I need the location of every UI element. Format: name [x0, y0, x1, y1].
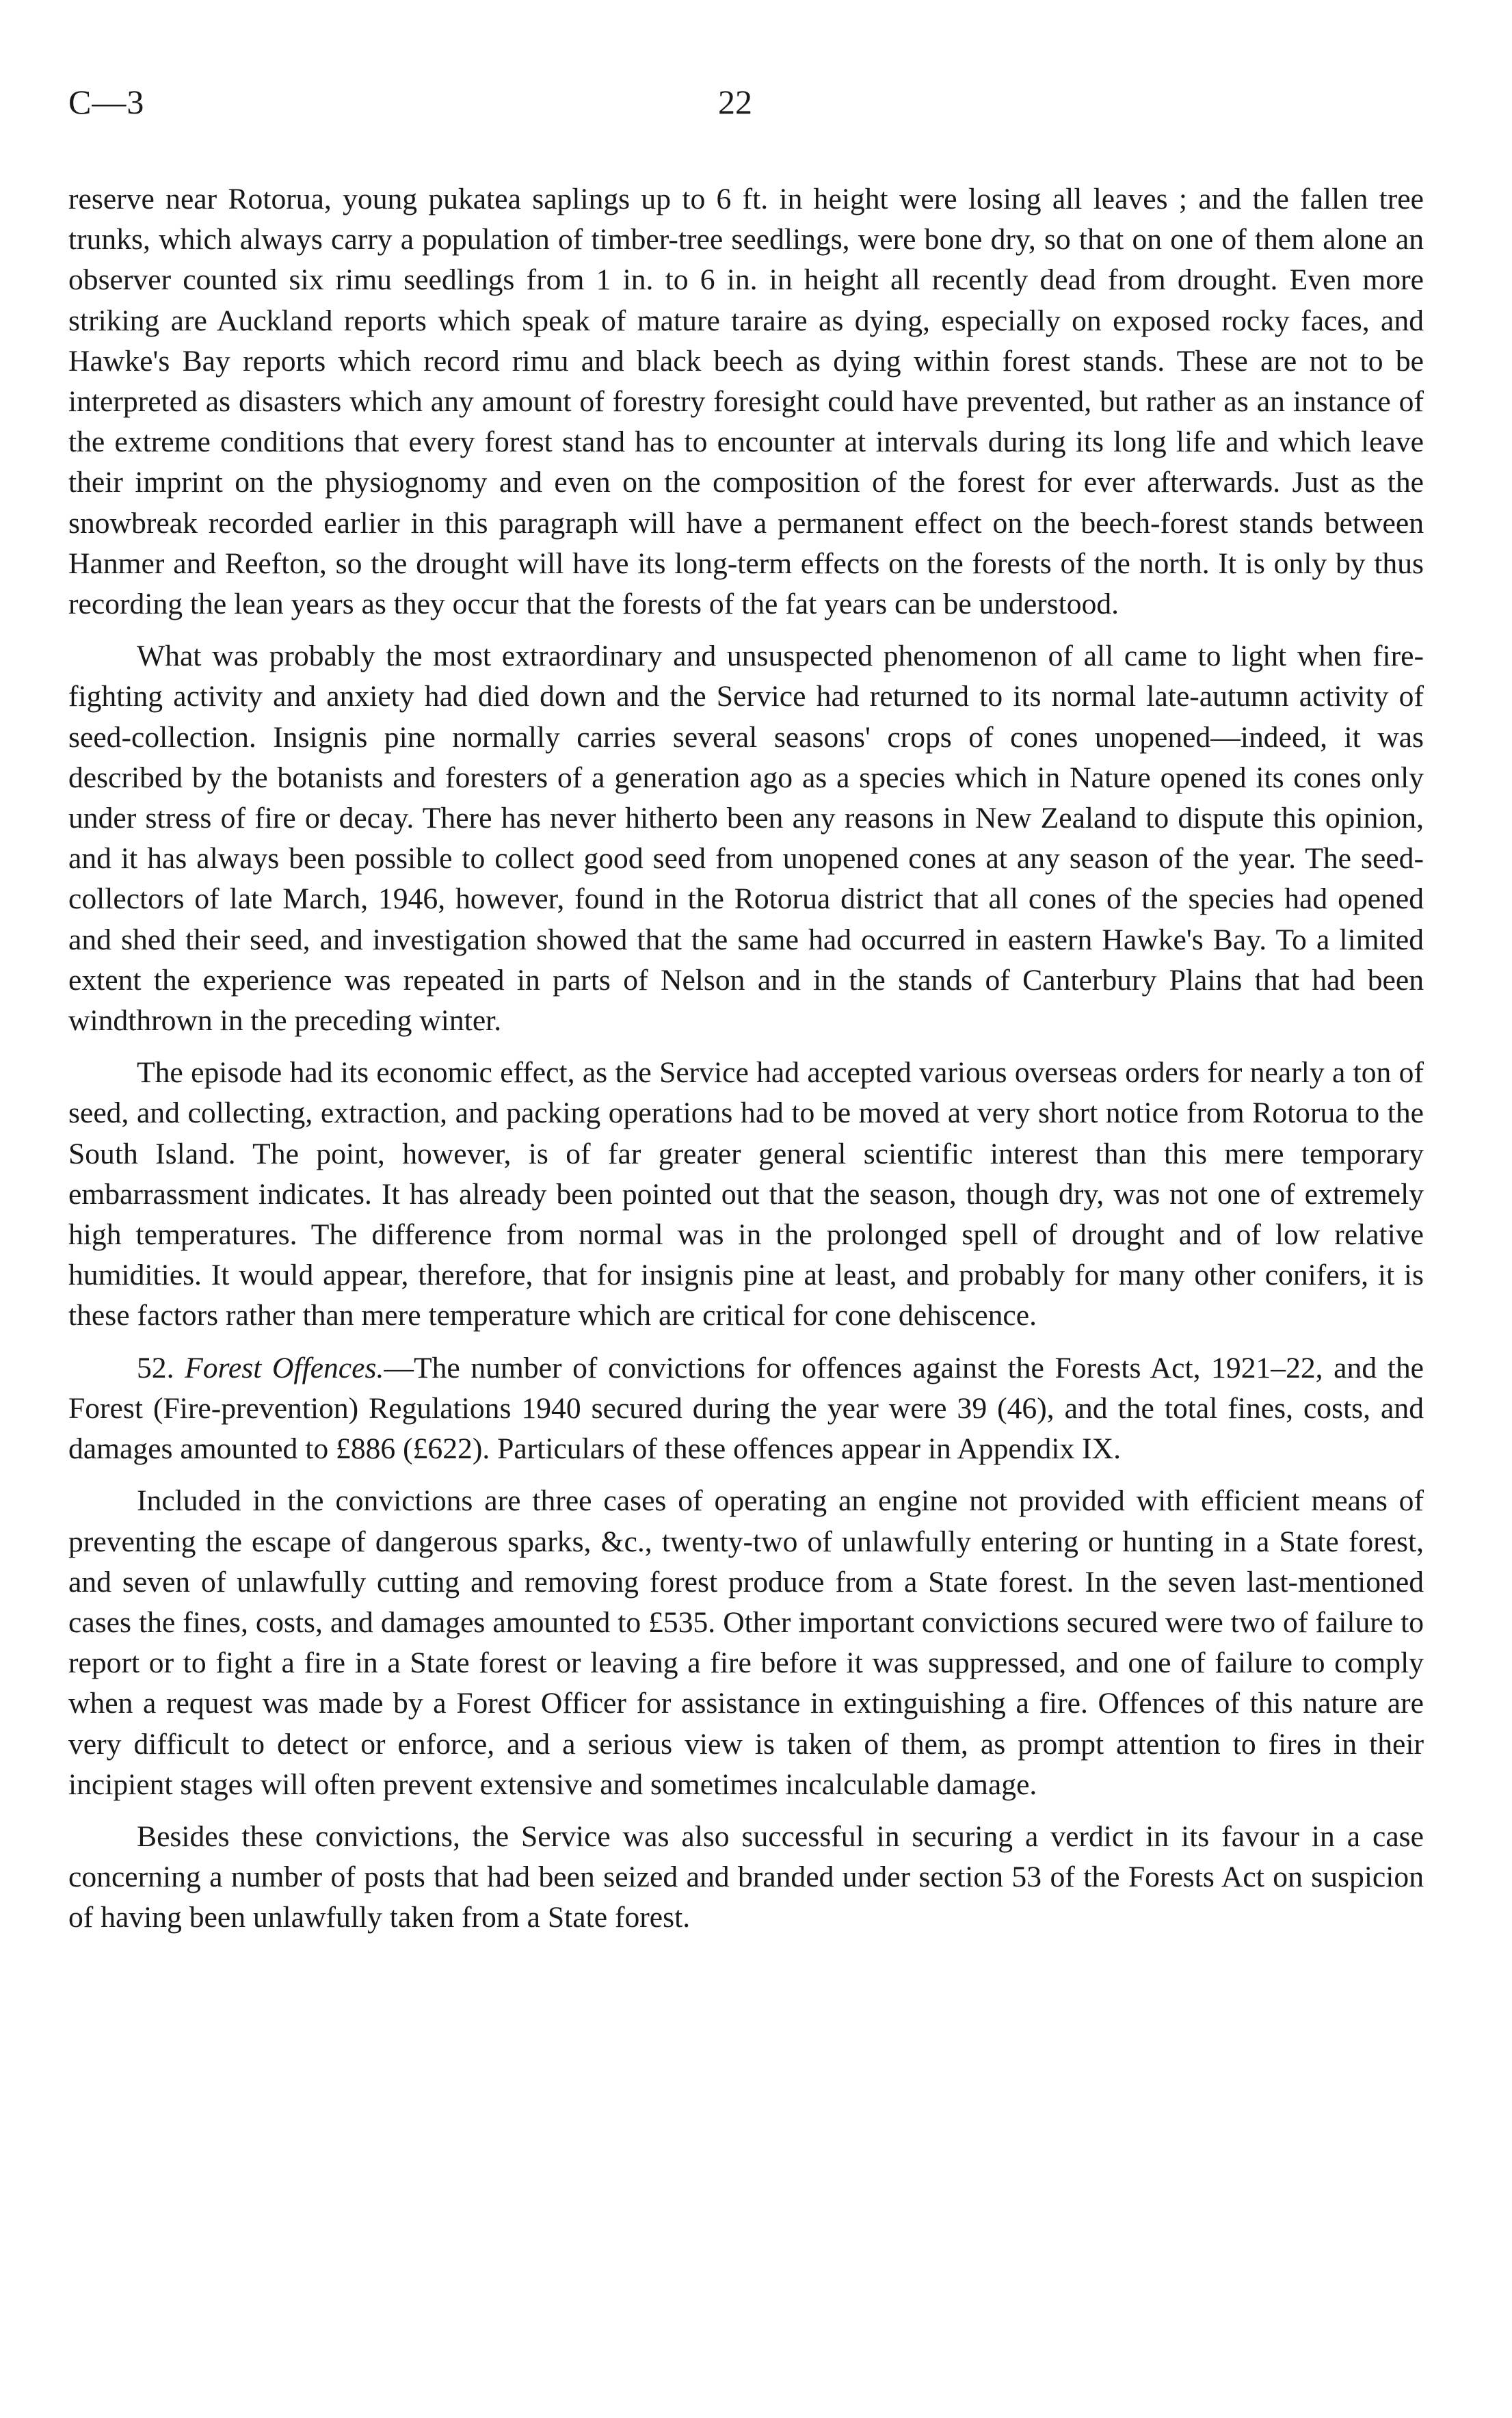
body-text — [68, 179, 1424, 1950]
paragraph-convictions: Included in the convictions are three cases of operating an engine not provided with efficient means of preventing the escape of dangerous sparks, &c., twenty-two of unlawfully entering or hunting in a State forest, and seven of unlawfully cutting and removing forest produce from a State forest. In the seven last-mentioned cases the fines, costs, and damages amounted to £535. Other important convictions secured were two of failure to report or to fight a fire in a State forest or leaving a fire before it was suppressed, and one of failure to comply when a request was made by a Forest Officer for assistance in extinguishing a fire. Offences of this nature are very difficult to detect or enforce, and a serious view is taken of them, as prompt attention to fires in their incipient stages will often prevent extensive and sometimes incalculable damage. — [68, 1484, 1424, 1801]
paragraph-economic-effect: The episode had its economic effect, as the Service had accepted various overseas orders for nearly a ton of seed, and collecting, extraction, and packing operations had to be moved at very short notice from Rotorua to the South Island. The point, however, is of far greater general scientific interest than this mere temporary embarrassment indicates. It has already been pointed out that the season, though dry, was not one of extremely high temperatures. The difference from normal was in the prolonged spell of drought and of low relative humidities. It would appear, therefore, that for insignis pine at least, and probably for many other conifers, it is these factors rather than mere temperature which are critical for cone dehiscence. — [68, 1056, 1424, 1332]
paragraph-forest-offences — [68, 1348, 1424, 1470]
section-number: 52. — [137, 1351, 174, 1384]
paragraph-cone-phenomenon: What was probably the most extraordinary and unsuspected phenomenon of all came to light when fire-fighting activity and anxiety had died down and the Service had returned to its normal late-autumn activity of seed-collection. Insignis pine normally carries several seasons' crops of cones unopened—indeed, it was described by the botanists and foresters of a generation ago as a species which in Nature opened its cones only under stress of fire or decay. There has never hitherto been any reasons in New Zealand to dispute this opinion, and it has always been possible to collect good seed from unopened cones at any season of the year. The seed-collectors of late March, 1946, however, found in the Rotorua district that all cones of the species had opened and shed their seed, and investigation showed that the same had occurred in eastern Hawke's Bay. To a limited extent the experience was repeated in parts of Nelson and in the stands of Canterbury Plains that had been windthrown in the preceding winter. — [68, 640, 1424, 1038]
section-heading: Forest Offences. — [185, 1351, 384, 1384]
section-text: —The number of convictions for offences against the Forests Act, 1921–22, and the Forest (Fire-prevention) Regulations 1940 secured during the year were 39 (46), and the total fines, costs, and damages amounted to £886 (£622). Particulars of these offences appear in Appendix IX. — [68, 1351, 1424, 1466]
paragraph-verdict: Besides these convictions, the Service was also successful in securing a verdict in its favour in a case concerning a number of posts that had been seized and branded under section 53 of the Forests Act on suspicion of having been unlawfully taken from a State forest. — [68, 1819, 1424, 1934]
page-number: 22 — [718, 83, 752, 121]
document-code: C—3 — [68, 83, 145, 121]
paragraph-continuation: reserve near Rotorua, young pukatea saplings up to 6 ft. in height were losing all leaves ; and the fallen tree trunks, which always carry a population of timber-tree seedlings, were bone dry, so that on one of them alone an observer counted six rimu seedlings from 1 in. to 6 in. in height all recently dead from drought. Even more striking are Auckland reports which speak of mature taraire as dying, especially on exposed rocky faces, and Hawke's Bay reports which record rimu and black beech as dying within forest stands. These are not to be interpreted as disasters which any amount of forestry foresight could have prevented, but rather as an instance of the extreme conditions that every forest stand has to encounter at intervals during its long life and which leave their imprint on the physiognomy and even on the composition of the forest for ever afterwards. Just as the snowbreak recorded earlier in this paragraph will have a permanent effect on the beech-forest stands between Hanmer and Reefton, so the drought will have its long-term effects on the forests of the north. It is only by thus recording the lean years as they occur that the forests of the fat years can be understood. — [68, 183, 1424, 621]
page-header — [68, 82, 1443, 130]
